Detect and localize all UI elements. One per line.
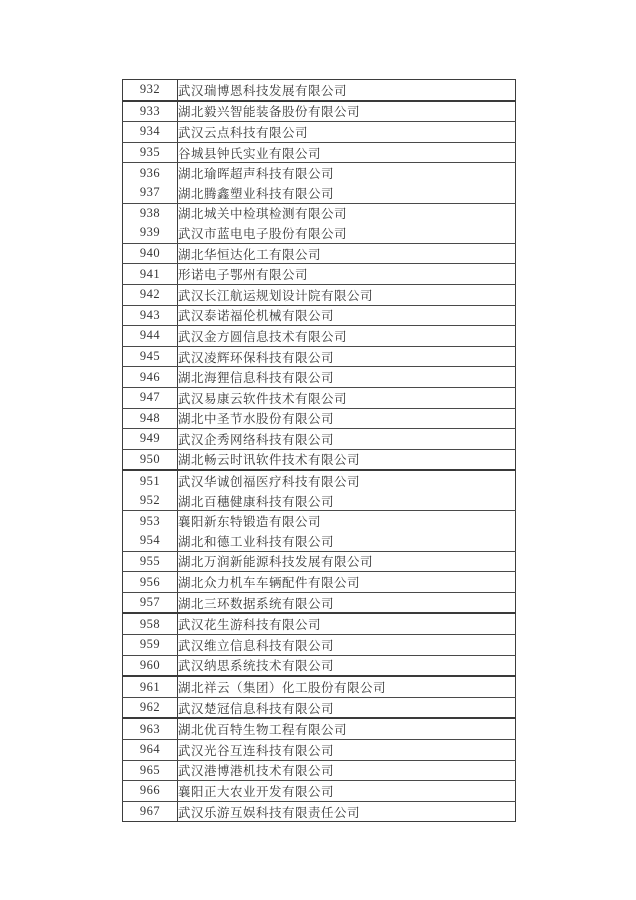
- table-row: [123, 223, 516, 243]
- row-number-cell: 961: [123, 676, 178, 697]
- company-table: [122, 79, 516, 822]
- row-number-cell: 945: [123, 346, 178, 367]
- table-row: [123, 183, 516, 203]
- company-name-cell: 形诺电子鄂州有限公司: [178, 264, 516, 285]
- company-name-cell: 湖北瑜晖超声科技有限公司: [178, 163, 516, 183]
- table-row: [123, 491, 516, 511]
- row-number-cell: 958: [123, 613, 178, 634]
- table-row: [123, 264, 516, 285]
- row-number-cell: 966: [123, 781, 178, 802]
- table-row: [123, 740, 516, 761]
- row-number-cell: 933: [123, 101, 178, 122]
- company-name-cell: 武汉乐游互娱科技有限责任公司: [178, 801, 516, 822]
- row-number-cell: 950: [123, 449, 178, 470]
- company-name-cell: 湖北和德工业科技有限公司: [178, 531, 516, 551]
- table-row: [123, 142, 516, 163]
- table-row: [123, 163, 516, 183]
- company-name-cell: 武汉光谷互连科技有限公司: [178, 740, 516, 761]
- row-number-cell: 954: [123, 531, 178, 551]
- company-name-cell: 湖北众力机车车辆配件有限公司: [178, 572, 516, 593]
- row-number-cell: 957: [123, 592, 178, 613]
- company-name-cell: 襄阳新东特锻造有限公司: [178, 511, 516, 531]
- company-name-cell: 湖北中圣节水股份有限公司: [178, 408, 516, 429]
- company-name-cell: 武汉华诚创福医疗科技有限公司: [178, 470, 516, 491]
- company-name-cell: 武汉花生游科技有限公司: [178, 613, 516, 634]
- table-row: [123, 613, 516, 634]
- company-table-body: [123, 80, 516, 822]
- company-name-cell: 武汉泰诺福伦机械有限公司: [178, 305, 516, 326]
- company-name-cell: 武汉纳思系统技术有限公司: [178, 655, 516, 676]
- row-number-cell: 953: [139, 513, 161, 528]
- table-row: [123, 697, 516, 718]
- table-row: [123, 305, 516, 326]
- table-row: [123, 284, 516, 305]
- table-row: [123, 551, 516, 572]
- row-number-cell: 949: [123, 429, 178, 450]
- company-name-cell: 湖北畅云时讯软件技术有限公司: [178, 449, 516, 470]
- company-name-cell: 武汉企秀网络科技有限公司: [178, 429, 516, 450]
- table-row: [123, 676, 516, 697]
- table-row: [123, 326, 516, 347]
- company-name-cell: 湖北万润新能源科技发展有限公司: [178, 551, 516, 572]
- row-number-cell: 936: [139, 165, 161, 180]
- row-number-cell: 962: [123, 697, 178, 718]
- company-name-cell: 襄阳正大农业开发有限公司: [178, 781, 516, 802]
- row-number-cell: 938: [139, 205, 161, 220]
- table-row: [123, 367, 516, 388]
- company-name-cell: 湖北优百特生物工程有限公司: [178, 718, 516, 739]
- company-name-cell: 武汉长江航运规划设计院有限公司: [178, 284, 516, 305]
- company-name-cell: 武汉楚冠信息科技有限公司: [178, 697, 516, 718]
- table-row: [123, 101, 516, 122]
- table-row: [123, 655, 516, 676]
- company-name-cell: 湖北海狸信息科技有限公司: [178, 367, 516, 388]
- company-name-cell: 谷城县钟氏实业有限公司: [178, 142, 516, 163]
- table-row: [123, 122, 516, 143]
- company-name-cell: 武汉港博港机技术有限公司: [178, 760, 516, 781]
- table-row: [123, 635, 516, 656]
- table-row: [123, 801, 516, 822]
- table-row: [123, 531, 516, 551]
- company-name-cell: 湖北腾鑫塑业科技有限公司: [178, 183, 516, 203]
- row-number-cell: 964: [123, 740, 178, 761]
- table-row: [123, 429, 516, 450]
- row-number-cell: 942: [123, 284, 178, 305]
- table-row: [123, 243, 516, 264]
- company-name-cell: 湖北城关中检琪检测有限公司: [178, 203, 516, 223]
- company-name-cell: 武汉市蓝电电子股份有限公司: [178, 223, 516, 243]
- company-name-cell: 武汉凌辉环保科技有限公司: [178, 346, 516, 367]
- table-row: [123, 470, 516, 491]
- company-name-cell: 湖北三环数据系统有限公司: [178, 592, 516, 613]
- row-number-cell: 965: [123, 760, 178, 781]
- row-number-cell: 932: [123, 80, 178, 101]
- row-number-cell: 956: [123, 572, 178, 593]
- table-row: [123, 718, 516, 739]
- row-number-cell: 940: [123, 243, 178, 264]
- row-number-cell: 947: [123, 387, 178, 408]
- row-number-cell: 967: [139, 804, 161, 819]
- table-row: [123, 511, 516, 531]
- table-row: [123, 449, 516, 470]
- table-row: [123, 408, 516, 429]
- row-number-cell: 941: [123, 264, 178, 285]
- row-number-cell: 948: [123, 408, 178, 429]
- row-number-cell: 939: [123, 223, 178, 243]
- row-number-cell: 934: [123, 122, 178, 143]
- table-row: [123, 572, 516, 593]
- table-row: [123, 760, 516, 781]
- row-number-cell: 951: [139, 473, 161, 488]
- row-number-cell: 959: [123, 635, 178, 656]
- company-name-cell: 湖北毅兴智能装备股份有限公司: [178, 101, 516, 122]
- table-row: [123, 781, 516, 802]
- company-name-cell: 湖北祥云（集团）化工股份有限公司: [178, 676, 516, 697]
- row-number-cell: 955: [123, 551, 178, 572]
- row-number-cell: 952: [123, 491, 178, 511]
- company-name-cell: 武汉维立信息科技有限公司: [178, 635, 516, 656]
- table-row: [123, 346, 516, 367]
- table-row: [123, 387, 516, 408]
- company-name-cell: 武汉瑞博恩科技发展有限公司: [178, 80, 516, 101]
- row-number-cell: 946: [123, 367, 178, 388]
- table-row: [123, 592, 516, 613]
- row-number-cell: 935: [123, 142, 178, 163]
- table-row: [123, 80, 516, 101]
- row-number-cell: 937: [123, 183, 178, 203]
- table-row: [123, 203, 516, 223]
- company-name-cell: 武汉云点科技有限公司: [178, 122, 516, 143]
- company-name-cell: 武汉金方圆信息技术有限公司: [178, 326, 516, 347]
- row-number-cell: 963: [123, 718, 178, 739]
- row-number-cell: 960: [123, 655, 178, 676]
- company-name-cell: 湖北华恒达化工有限公司: [178, 243, 516, 264]
- row-number-cell: 944: [123, 326, 178, 347]
- company-name-cell: 武汉易康云软件技术有限公司: [178, 387, 516, 408]
- company-name-cell: 湖北百穗健康科技有限公司: [178, 491, 516, 511]
- row-number-cell: 943: [123, 305, 178, 326]
